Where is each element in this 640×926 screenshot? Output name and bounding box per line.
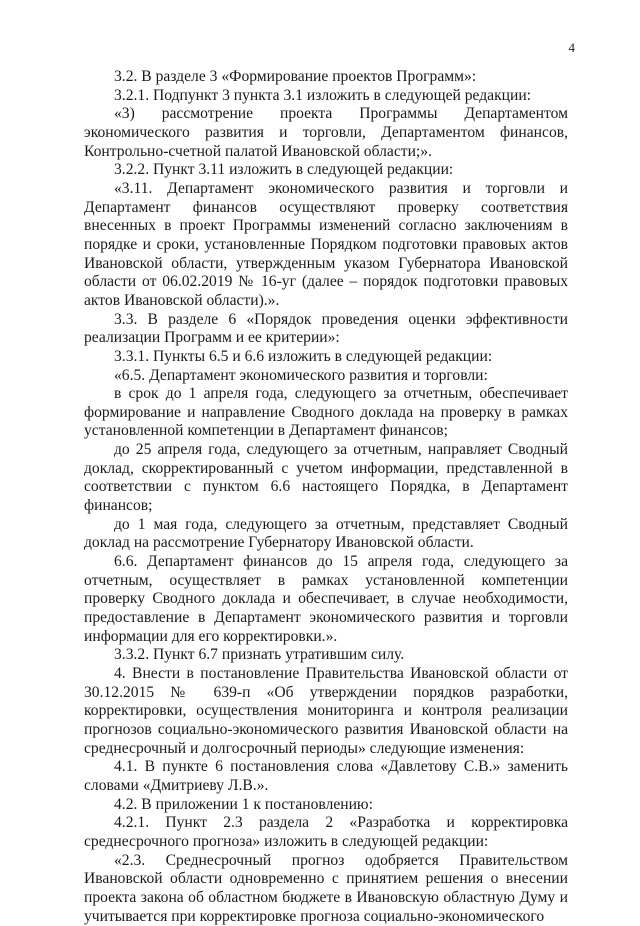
paragraph-3-11-text: «3.11. Департамент экономического развития и торговли и Департамент финансов осуществляют проверку соответствия внесенных в проект Программы изменений согласно заключениям в порядке и сроки, установленные Порядком подготовки правовых актов Ивановской области, утвержденным указом Губернатора Ивановской области от 06.02.2019 № 16-уг (далее – порядок подготовки правовых актов Ивановской области).». [84,179,568,309]
paragraph-6-5-item-3: до 1 мая года, следующего за отчетным, представляет Сводный доклад на рассмотрение Губернатору Ивановской области. [84,515,568,552]
paragraph-3-2-1: 3.2.1. Подпункт 3 пункта 3.1 изложить в следующей редакции: [114,86,532,104]
paragraph-2-3-text: «2.3. Среднесрочный прогноз одобряется Правительством Ивановской области одновременно с принятием решения о внесении проекта закона об областном бюджете в Ивановскую областную Думу и учитывается при корректировке прогноза социально-экономического [84,851,568,925]
paragraph-section-3-3: 3.3. В разделе 6 «Порядок проведения оценки эффективности реализации Программ и ее критерии»: [84,310,568,347]
paragraph-4-2-1: 4.2.1. Пункт 2.3 раздела 2 «Разработка и корректировка среднесрочного прогноза» изложить в следующей редакции: [84,814,568,850]
paragraph-4-1: 4.1. В пункте 6 постановления слова «Давлетову С.В.» заменить словами «Дмитриеву Л.В.». [84,758,568,794]
paragraph-6-5-item-1: в срок до 1 апреля года, следующего за отчетным, обеспечивает формирование и направление Сводного доклада на проверку в рамках установленной компетенции в Департамент финансов; [84,385,568,440]
paragraph-section-4: 4. Внести в постановление Правительства Ивановской области от 30.12.2015 № 639-п «Об утверждении порядков разработки, корректировки, осуществления мониторинга и контроля реализации прогнозов социально-экономического развития Ивановской области на среднесрочный и долгосрочный периоды» следующие изменения: [84,665,568,757]
paragraph-6-5-item-2: до 25 апреля года, следующего за отчетным, направляет Сводный доклад, скорректированный с учетом информации, представленной в соответствии с пунктом 6.6 настоящего Порядка, в Департамент финансов; [84,441,568,515]
page-number: 4 [568,40,575,55]
paragraph-6-5: «6.5. Департамент экономического развития и торговли: [114,366,488,384]
paragraph-3-2-2: 3.2.2. Пункт 3.11 изложить в следующей редакции: [114,161,454,179]
paragraph-3-3-1: 3.3.1. Пункты 6.5 и 6.6 изложить в следующей редакции: [114,347,493,365]
document-body [84,68,568,926]
paragraph-4-2: 4.2. В приложении 1 к постановлению: [114,795,373,813]
paragraph-6-6: 6.6. Департамент финансов до 15 апреля года, следующего за отчетным, осуществляет в рамках установленной компетенции проверку Сводного доклада и обеспечивает, в случае необходимости, предоставление в Департамент экономического развития и торговли информации для его корректировки.». [84,553,568,645]
paragraph-section-3-2: 3.2. В разделе 3 «Формирование проектов Программ»: [114,68,477,85]
paragraph-3-2-1-text: «3) рассмотрение проекта Программы Департаментом экономического развития и торговли, Департаментом финансов, Контрольно-счетной палатой Ивановской области;». [84,105,568,160]
paragraph-3-3-2: 3.3.2. Пункт 6.7 признать утратившим силу. [114,646,405,664]
